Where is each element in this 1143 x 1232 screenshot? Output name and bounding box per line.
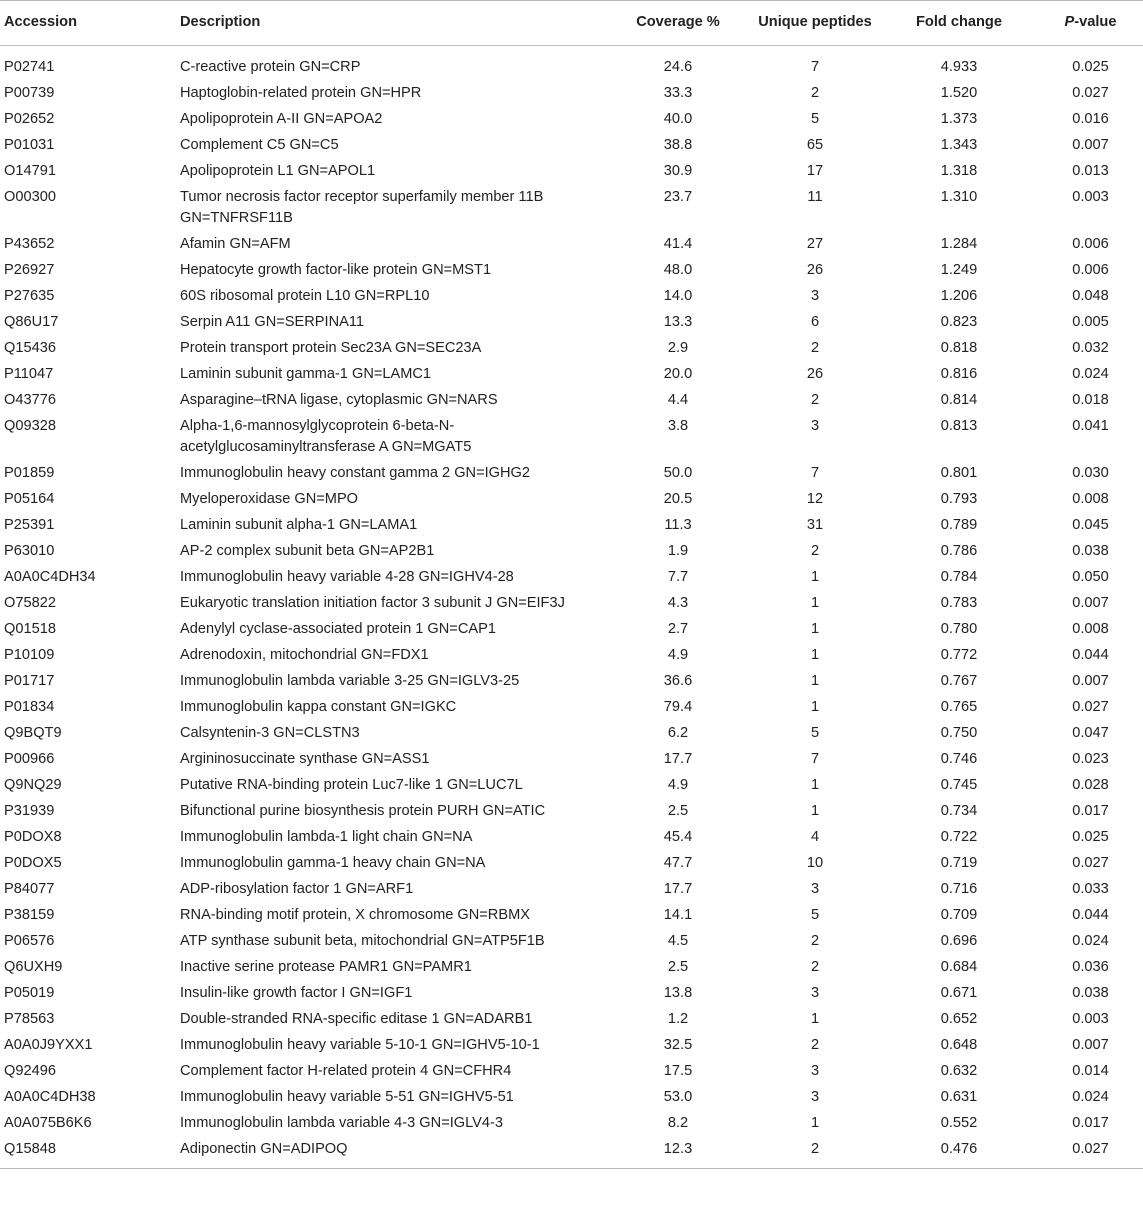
cell-p-value: 0.005 (1072, 314, 1109, 330)
cell-unique-peptides: 1 (810, 621, 820, 637)
table-row (0, 513, 1143, 539)
cell-fold-change: 0.772 (940, 647, 978, 663)
cell-unique-peptides: 3 (810, 1089, 820, 1105)
cell-description: Immunoglobulin lambda variable 3-25 GN=IGLV3-25 (180, 673, 520, 689)
table-row (0, 284, 1143, 310)
table-row (0, 414, 1143, 461)
cell-p-value: 0.028 (1072, 777, 1109, 793)
cell-coverage: 14.1 (663, 907, 693, 923)
cell-p-value: 0.013 (1072, 163, 1109, 179)
cell-description: Myeloperoxidase GN=MPO (180, 491, 359, 507)
header-accession: Accession (4, 14, 78, 30)
cell-coverage: 3.8 (667, 418, 689, 434)
cell-unique-peptides: 1 (810, 569, 820, 585)
cell-p-value: 0.017 (1072, 1115, 1109, 1131)
cell-unique-peptides: 7 (810, 59, 820, 75)
cell-unique-peptides: 2 (810, 543, 820, 559)
cell-p-value: 0.006 (1072, 262, 1109, 278)
cell-unique-peptides: 7 (810, 465, 820, 481)
cell-accession: O00300 (4, 189, 56, 205)
cell-coverage: 33.3 (663, 85, 693, 101)
cell-accession: Q86U17 (4, 314, 59, 330)
cell-description: Immunoglobulin kappa constant GN=IGKC (180, 699, 457, 715)
cell-unique-peptides: 26 (806, 262, 824, 278)
cell-fold-change: 0.552 (940, 1115, 978, 1131)
cell-accession: Q09328 (4, 418, 56, 434)
cell-accession: A0A0C4DH38 (4, 1089, 96, 1105)
cell-coverage: 50.0 (663, 465, 693, 481)
cell-p-value: 0.007 (1072, 673, 1109, 689)
cell-unique-peptides: 11 (807, 189, 823, 205)
cell-fold-change: 0.632 (940, 1063, 978, 1079)
cell-accession: P38159 (4, 907, 55, 923)
cell-description: Bifunctional purine biosynthesis protein PURH GN=ATIC (180, 803, 546, 819)
table-row (0, 388, 1143, 414)
table-row (0, 643, 1143, 669)
table-row (0, 773, 1143, 799)
cell-coverage: 4.4 (667, 392, 689, 408)
table-row (0, 1059, 1143, 1085)
cell-p-value: 0.048 (1072, 288, 1109, 304)
cell-description: Immunoglobulin lambda variable 4-3 GN=IGLV4-3 (180, 1115, 503, 1131)
cell-accession: P11047 (4, 366, 54, 382)
cell-accession: P0DOX5 (4, 855, 62, 871)
cell-unique-peptides: 2 (810, 933, 820, 949)
cell-description: Immunoglobulin heavy variable 5-10-1 GN=IGHV5-10-1 (180, 1037, 540, 1053)
table-row (0, 955, 1143, 981)
cell-description: Complement factor H-related protein 4 GN=CFHR4 (180, 1063, 512, 1079)
cell-unique-peptides: 1 (810, 595, 820, 611)
cell-p-value: 0.008 (1072, 621, 1109, 637)
cell-unique-peptides: 2 (810, 1141, 820, 1157)
cell-description: C-reactive protein GN=CRP (180, 59, 361, 75)
cell-description: 60S ribosomal protein L10 GN=RPL10 (180, 288, 430, 304)
cell-fold-change: 1.318 (940, 163, 978, 179)
cell-description: Protein transport protein Sec23A GN=SEC23A (180, 340, 482, 356)
cell-fold-change: 0.780 (940, 621, 978, 637)
cell-description: Immunoglobulin lambda-1 light chain GN=NA (180, 829, 473, 845)
table-row (0, 721, 1143, 747)
table-row (0, 1137, 1143, 1169)
cell-description: ADP-ribosylation factor 1 GN=ARF1 (180, 881, 414, 897)
table-row (0, 1111, 1143, 1137)
cell-description: Putative RNA-binding protein Luc7-like 1 GN=LUC7L (180, 777, 523, 793)
cell-p-value: 0.027 (1072, 85, 1109, 101)
cell-p-value: 0.003 (1072, 189, 1109, 205)
cell-accession: A0A0C4DH34 (4, 569, 96, 585)
header-description: Description (180, 14, 261, 30)
cell-description: Afamin GN=AFM (180, 236, 291, 252)
cell-fold-change: 0.671 (940, 985, 978, 1001)
cell-coverage: 36.6 (663, 673, 693, 689)
cell-accession: Q9NQ29 (4, 777, 62, 793)
cell-coverage: 32.5 (663, 1037, 693, 1053)
cell-p-value: 0.007 (1072, 595, 1109, 611)
cell-p-value: 0.025 (1072, 59, 1109, 75)
cell-accession: Q6UXH9 (4, 959, 63, 975)
cell-p-value: 0.050 (1072, 569, 1109, 585)
cell-p-value: 0.017 (1072, 803, 1109, 819)
cell-accession: O14791 (4, 163, 56, 179)
table-row (0, 799, 1143, 825)
table-row (0, 825, 1143, 851)
table-row (0, 565, 1143, 591)
cell-coverage: 30.9 (663, 163, 693, 179)
cell-description: Adenylyl cyclase-associated protein 1 GN=CAP1 (180, 621, 496, 637)
cell-fold-change: 0.709 (940, 907, 978, 923)
cell-p-value: 0.038 (1072, 543, 1109, 559)
header-row (0, 1, 1143, 46)
cell-accession: P01834 (4, 699, 55, 715)
cell-description: Immunoglobulin heavy variable 4-28 GN=IGHV4-28 (180, 569, 514, 585)
cell-fold-change: 0.750 (940, 725, 978, 741)
table-row (0, 258, 1143, 284)
cell-p-value: 0.024 (1072, 366, 1109, 382)
cell-p-value: 0.007 (1072, 137, 1109, 153)
cell-accession: P06576 (4, 933, 55, 949)
table-row (0, 310, 1143, 336)
cell-coverage: 1.2 (667, 1011, 689, 1027)
cell-unique-peptides: 1 (810, 699, 820, 715)
table-row (0, 487, 1143, 513)
cell-description: Argininosuccinate synthase GN=ASS1 (180, 751, 430, 767)
cell-unique-peptides: 4 (810, 829, 820, 845)
cell-p-value: 0.044 (1072, 907, 1109, 923)
cell-fold-change: 0.816 (940, 366, 978, 382)
cell-p-value: 0.027 (1072, 855, 1109, 871)
cell-unique-peptides: 1 (810, 1011, 820, 1027)
cell-description: Apolipoprotein L1 GN=APOL1 (180, 163, 376, 179)
cell-coverage: 45.4 (663, 829, 693, 845)
cell-coverage: 23.7 (663, 189, 693, 205)
cell-description: Apolipoprotein A-II GN=APOA2 (180, 111, 383, 127)
cell-description: AP-2 complex subunit beta GN=AP2B1 (180, 543, 435, 559)
cell-p-value: 0.008 (1072, 491, 1109, 507)
cell-p-value: 0.041 (1072, 418, 1109, 434)
cell-description: Double-stranded RNA-specific editase 1 GN=ADARB1 (180, 1011, 533, 1027)
cell-unique-peptides: 2 (810, 392, 820, 408)
table-row (0, 851, 1143, 877)
cell-unique-peptides: 3 (810, 1063, 820, 1079)
table-row (0, 1085, 1143, 1111)
table-row (0, 1033, 1143, 1059)
cell-p-value: 0.023 (1072, 751, 1109, 767)
cell-fold-change: 0.814 (940, 392, 978, 408)
cell-unique-peptides: 3 (810, 418, 820, 434)
table-row (0, 877, 1143, 903)
cell-coverage: 14.0 (663, 288, 693, 304)
cell-accession: A0A0J9YXX1 (4, 1037, 93, 1053)
cell-accession: P25391 (4, 517, 55, 533)
cell-description: Immunoglobulin gamma-1 heavy chain GN=NA (180, 855, 486, 871)
cell-description: Immunoglobulin heavy variable 5-51 GN=IGHV5-51 (180, 1089, 514, 1105)
cell-description: Haptoglobin-related protein GN=HPR (180, 85, 422, 101)
cell-description: Calsyntenin-3 GN=CLSTN3 (180, 725, 360, 741)
cell-coverage: 1.9 (667, 543, 689, 559)
cell-p-value: 0.032 (1072, 340, 1109, 356)
cell-accession: P27635 (4, 288, 55, 304)
cell-fold-change: 0.793 (940, 491, 978, 507)
cell-p-value: 0.045 (1072, 517, 1109, 533)
cell-fold-change: 1.310 (940, 189, 978, 205)
cell-coverage: 38.8 (663, 137, 693, 153)
cell-unique-peptides: 65 (806, 137, 824, 153)
cell-accession: Q15848 (4, 1141, 56, 1157)
cell-accession: Q92496 (4, 1063, 56, 1079)
table-row (0, 1007, 1143, 1033)
cell-p-value: 0.038 (1072, 985, 1109, 1001)
cell-accession: A0A075B6K6 (4, 1115, 92, 1131)
cell-fold-change: 0.786 (940, 543, 978, 559)
cell-description: Hepatocyte growth factor-like protein GN=MST1 (180, 262, 492, 278)
cell-unique-peptides: 5 (810, 907, 820, 923)
table-row (0, 232, 1143, 258)
table-header (0, 1, 1143, 46)
cell-description: Complement C5 GN=C5 (180, 137, 339, 153)
cell-coverage: 47.7 (663, 855, 693, 871)
header-p-value-italic: P (1064, 14, 1075, 30)
cell-p-value: 0.024 (1072, 1089, 1109, 1105)
cell-unique-peptides: 26 (806, 366, 824, 382)
cell-accession: P05019 (4, 985, 55, 1001)
header-fold-change: Fold change (916, 14, 1002, 30)
cell-accession: O75822 (4, 595, 56, 611)
cell-accession: P0DOX8 (4, 829, 62, 845)
cell-coverage: 17.7 (663, 881, 693, 897)
cell-coverage: 4.3 (667, 595, 689, 611)
header-p-value-rest: -value (1074, 14, 1117, 30)
table-row (0, 185, 1143, 232)
cell-p-value: 0.018 (1072, 392, 1109, 408)
cell-description: ATP synthase subunit beta, mitochondrial GN=ATP5F1B (180, 933, 545, 949)
cell-coverage: 79.4 (663, 699, 693, 715)
cell-description: Adrenodoxin, mitochondrial GN=FDX1 (180, 647, 429, 663)
cell-coverage: 2.9 (667, 340, 689, 356)
cell-unique-peptides: 5 (810, 111, 820, 127)
cell-coverage: 41.4 (663, 236, 693, 252)
cell-coverage: 48.0 (663, 262, 693, 278)
cell-fold-change: 1.373 (940, 111, 978, 127)
cell-coverage: 17.5 (663, 1063, 693, 1079)
cell-description: Insulin-like growth factor I GN=IGF1 (180, 985, 413, 1001)
cell-accession: P00966 (4, 751, 55, 767)
cell-description: Laminin subunit gamma-1 GN=LAMC1 (180, 366, 432, 382)
table-row (0, 362, 1143, 388)
cell-accession: P01859 (4, 465, 55, 481)
cell-accession: Q9BQT9 (4, 725, 62, 741)
cell-coverage: 20.5 (663, 491, 693, 507)
cell-accession: Q01518 (4, 621, 56, 637)
cell-p-value: 0.003 (1072, 1011, 1109, 1027)
cell-description: RNA-binding motif protein, X chromosome GN=RBMX (180, 907, 530, 923)
cell-p-value: 0.006 (1072, 236, 1109, 252)
cell-fold-change: 0.684 (940, 959, 978, 975)
table-row (0, 903, 1143, 929)
cell-description: Serpin A11 GN=SERPINA11 (180, 314, 365, 330)
cell-p-value: 0.047 (1072, 725, 1109, 741)
table-row (0, 336, 1143, 362)
cell-fold-change: 0.784 (940, 569, 978, 585)
cell-coverage: 2.5 (667, 959, 689, 975)
cell-coverage: 4.9 (667, 647, 689, 663)
cell-description: Adiponectin GN=ADIPOQ (180, 1141, 348, 1157)
table-row (0, 107, 1143, 133)
cell-coverage: 12.3 (663, 1141, 693, 1157)
cell-p-value: 0.027 (1072, 1141, 1109, 1157)
cell-fold-change: 0.767 (940, 673, 978, 689)
cell-coverage: 40.0 (663, 111, 693, 127)
table-row (0, 695, 1143, 721)
cell-description: Asparagine–tRNA ligase, cytoplasmic GN=NARS (180, 392, 498, 408)
cell-unique-peptides: 2 (810, 959, 820, 975)
table-row (0, 133, 1143, 159)
cell-p-value: 0.033 (1072, 881, 1109, 897)
header-coverage: Coverage % (636, 14, 720, 30)
cell-accession: P01031 (4, 137, 55, 153)
cell-unique-peptides: 3 (810, 288, 820, 304)
cell-unique-peptides: 2 (810, 1037, 820, 1053)
cell-p-value: 0.036 (1072, 959, 1109, 975)
cell-unique-peptides: 6 (810, 314, 820, 330)
cell-coverage: 4.5 (667, 933, 689, 949)
cell-fold-change: 0.745 (940, 777, 978, 793)
cell-fold-change: 0.476 (940, 1141, 978, 1157)
cell-unique-peptides: 10 (806, 855, 824, 871)
cell-accession: P05164 (4, 491, 55, 507)
cell-accession: P26927 (4, 262, 55, 278)
cell-unique-peptides: 31 (806, 517, 824, 533)
cell-unique-peptides: 2 (810, 340, 820, 356)
cell-description: Tumor necrosis factor receptor superfamily member 11B GN=TNFRSF11B (180, 189, 544, 226)
cell-fold-change: 0.783 (940, 595, 978, 611)
cell-unique-peptides: 2 (810, 85, 820, 101)
table-row (0, 747, 1143, 773)
cell-coverage: 8.2 (667, 1115, 689, 1131)
cell-accession: P10109 (4, 647, 55, 663)
table-row (0, 539, 1143, 565)
cell-fold-change: 1.284 (940, 236, 978, 252)
cell-fold-change: 0.648 (940, 1037, 978, 1053)
cell-fold-change: 0.716 (940, 881, 978, 897)
cell-fold-change: 0.734 (940, 803, 978, 819)
cell-coverage: 2.5 (667, 803, 689, 819)
cell-coverage: 7.7 (667, 569, 689, 585)
cell-description: Laminin subunit alpha-1 GN=LAMA1 (180, 517, 418, 533)
cell-description: Alpha-1,6-mannosylglycoprotein 6-beta-N-acetylglucosaminyltransferase A GN=MGAT5 (180, 418, 472, 455)
cell-p-value: 0.007 (1072, 1037, 1109, 1053)
table-row (0, 981, 1143, 1007)
cell-coverage: 11.3 (664, 517, 692, 533)
cell-coverage: 13.8 (663, 985, 693, 1001)
cell-accession: P02652 (4, 111, 55, 127)
cell-accession: P02741 (4, 59, 55, 75)
cell-unique-peptides: 7 (810, 751, 820, 767)
cell-unique-peptides: 27 (806, 236, 824, 252)
cell-fold-change: 1.343 (940, 137, 978, 153)
table-row (0, 591, 1143, 617)
cell-coverage: 24.6 (663, 59, 693, 75)
cell-unique-peptides: 1 (810, 647, 820, 663)
cell-fold-change: 0.813 (940, 418, 978, 434)
cell-p-value: 0.014 (1072, 1063, 1109, 1079)
table-row (0, 159, 1143, 185)
cell-p-value: 0.016 (1072, 111, 1109, 127)
cell-accession: P63010 (4, 543, 55, 559)
table-row (0, 929, 1143, 955)
cell-coverage: 13.3 (663, 314, 693, 330)
table-row (0, 81, 1143, 107)
cell-fold-change: 0.719 (940, 855, 978, 871)
table-row (0, 461, 1143, 487)
cell-accession: P31939 (4, 803, 55, 819)
cell-coverage: 20.0 (663, 366, 693, 382)
cell-accession: P00739 (4, 85, 55, 101)
cell-fold-change: 0.696 (940, 933, 978, 949)
cell-coverage: 17.7 (663, 751, 693, 767)
cell-accession: P84077 (4, 881, 55, 897)
cell-description: Inactive serine protease PAMR1 GN=PAMR1 (180, 959, 472, 975)
cell-fold-change: 1.520 (940, 85, 978, 101)
cell-accession: P78563 (4, 1011, 55, 1027)
cell-coverage: 6.2 (667, 725, 689, 741)
cell-unique-peptides: 3 (810, 985, 820, 1001)
cell-p-value: 0.044 (1072, 647, 1109, 663)
cell-fold-change: 0.765 (940, 699, 978, 715)
table-row (0, 617, 1143, 643)
cell-fold-change: 0.722 (940, 829, 978, 845)
cell-unique-peptides: 5 (810, 725, 820, 741)
cell-accession: P43652 (4, 236, 55, 252)
cell-unique-peptides: 12 (806, 491, 824, 507)
table-row (0, 669, 1143, 695)
cell-fold-change: 0.789 (940, 517, 978, 533)
cell-fold-change: 0.823 (940, 314, 978, 330)
cell-coverage: 53.0 (663, 1089, 693, 1105)
cell-p-value: 0.027 (1072, 699, 1109, 715)
cell-coverage: 4.9 (667, 777, 689, 793)
table-row (0, 46, 1143, 82)
cell-description: Eukaryotic translation initiation factor 3 subunit J GN=EIF3J (180, 595, 565, 611)
cell-description: Immunoglobulin heavy constant gamma 2 GN=IGHG2 (180, 465, 531, 481)
table-body (0, 46, 1143, 1169)
cell-fold-change: 1.249 (940, 262, 978, 278)
cell-accession: O43776 (4, 392, 56, 408)
cell-fold-change: 1.206 (940, 288, 978, 304)
cell-fold-change: 0.801 (940, 465, 978, 481)
cell-coverage: 2.7 (667, 621, 689, 637)
cell-fold-change: 4.933 (940, 59, 978, 75)
cell-fold-change: 0.631 (940, 1089, 978, 1105)
cell-unique-peptides: 1 (810, 1115, 820, 1131)
cell-accession: P01717 (4, 673, 55, 689)
cell-fold-change: 0.818 (940, 340, 978, 356)
cell-unique-peptides: 1 (810, 803, 820, 819)
cell-fold-change: 0.652 (940, 1011, 978, 1027)
cell-fold-change: 0.746 (940, 751, 978, 767)
header-unique-peptides: Unique peptides (758, 14, 872, 30)
cell-unique-peptides: 3 (810, 881, 820, 897)
cell-unique-peptides: 17 (806, 163, 824, 179)
cell-unique-peptides: 1 (810, 777, 820, 793)
cell-unique-peptides: 1 (810, 673, 820, 689)
cell-accession: Q15436 (4, 340, 56, 356)
cell-p-value: 0.030 (1072, 465, 1109, 481)
header-p-value (1038, 1, 1143, 46)
cell-p-value: 0.024 (1072, 933, 1109, 949)
cell-p-value: 0.025 (1072, 829, 1109, 845)
